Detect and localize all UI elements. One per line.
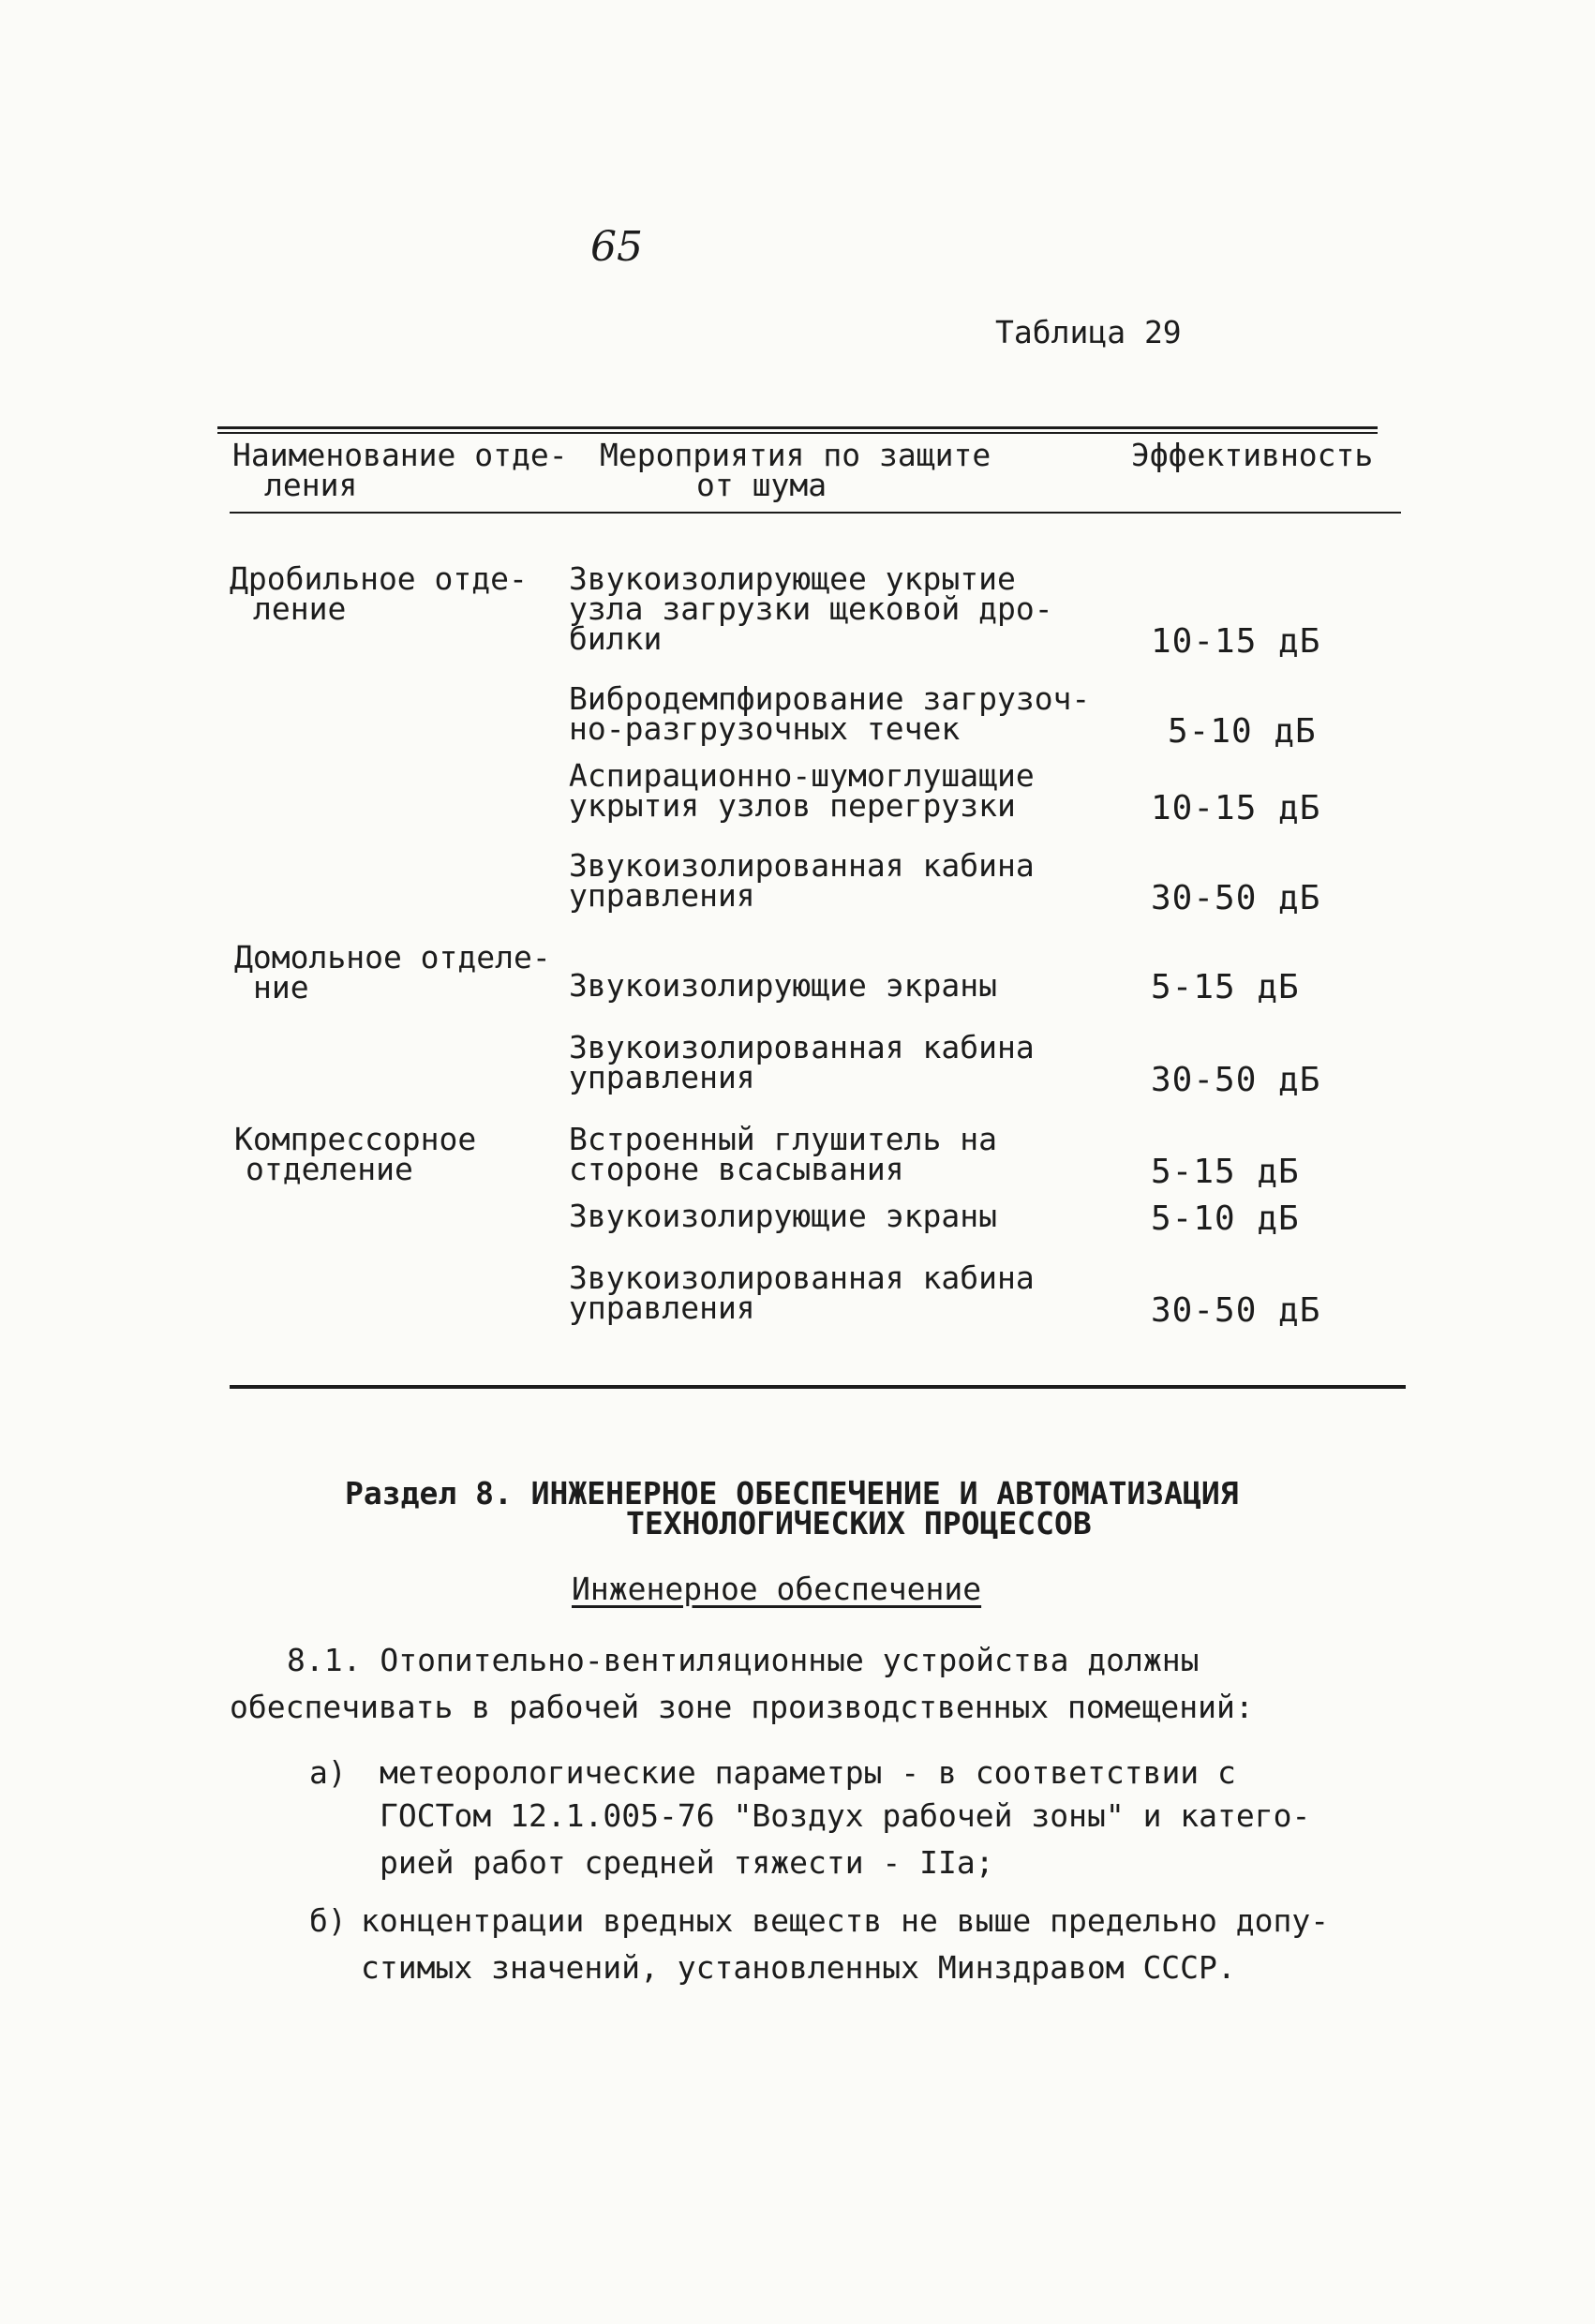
efficiency-9: 30-50 дБ [1151, 1291, 1321, 1330]
item-a-line2: ГОСТом 12.1.005-76 "Воздух рабочей зоны" и катего- [380, 1797, 1311, 1834]
dept-grinding-line1: Домольное отделе- [234, 939, 551, 976]
measure-6-line1: Звукоизолированная кабина [569, 1029, 1035, 1065]
item-a-line1: метеорологические параметры - в соответствии с [380, 1754, 1236, 1791]
measure-4-line1: Звукоизолированная кабина [569, 847, 1035, 884]
item-b-line1: концентрации вредных веществ не выше предельно допу- [361, 1902, 1330, 1939]
measure-1-line3: билки [569, 620, 663, 657]
para-8-1-line1: 8.1. Отопительно-вентиляционные устройства должны [287, 1642, 1200, 1678]
table-top-rule-2 [217, 432, 1378, 434]
dept-crushing-line2: ление [253, 590, 347, 627]
item-a-marker: а) [309, 1754, 347, 1791]
measure-7-line1: Встроенный глушитель на [569, 1121, 997, 1157]
section-title-line1: Раздел 8. ИНЖЕНЕРНОЕ ОБЕСПЕЧЕНИЕ И АВТОМАТИЗАЦИЯ [345, 1475, 1239, 1512]
measure-7-line2: стороне всасывания [569, 1151, 904, 1187]
measure-4-line2: управления [569, 877, 755, 914]
header-measures-line1: Мероприятия по защите [600, 437, 991, 473]
header-department-line1: Наименование отде- [232, 437, 568, 473]
header-rule [230, 512, 1401, 514]
measure-8-line1: Звукоизолирующие экраны [569, 1198, 997, 1234]
page-number: 65 [590, 223, 643, 271]
efficiency-3: 10-15 дБ [1151, 789, 1321, 827]
dept-compressor-line1: Компрессорное [234, 1121, 477, 1157]
efficiency-4: 30-50 дБ [1151, 879, 1321, 917]
para-8-1-line2: обеспечивать в рабочей зоне производственных помещений: [230, 1689, 1254, 1725]
table-caption: Таблица 29 [995, 314, 1182, 350]
measure-3-line1: Аспирационно-шумоглушащие [569, 757, 1035, 794]
measure-9-line1: Звукоизолированная кабина [569, 1259, 1035, 1296]
measure-9-line2: управления [569, 1289, 755, 1326]
item-a-line3: рией работ средней тяжести - IIа; [380, 1844, 994, 1881]
header-efficiency: Эффективность [1131, 437, 1374, 473]
efficiency-8: 5-10 дБ [1151, 1199, 1300, 1238]
measure-5-line1: Звукоизолирующие экраны [569, 967, 997, 1004]
item-b-line2: стимых значений, установленных Минздравом СССР. [361, 1949, 1236, 1986]
measure-2-line2: но-разгрузочных течек [569, 710, 961, 747]
efficiency-1: 10-15 дБ [1151, 622, 1321, 661]
efficiency-7: 5-15 дБ [1151, 1153, 1300, 1191]
header-department-line2: ления [264, 467, 358, 503]
measure-1-line2: узла загрузки щековой дро- [569, 590, 1053, 627]
measure-6-line2: управления [569, 1059, 755, 1095]
section-title-line2: ТЕХНОЛОГИЧЕСКИХ ПРОЦЕССОВ [626, 1505, 1092, 1542]
item-b-marker: б) [309, 1902, 347, 1939]
dept-grinding-line2: ние [253, 969, 309, 1006]
header-measures-line2: от шума [696, 467, 827, 503]
efficiency-2: 5-10 дБ [1168, 712, 1317, 751]
table-bottom-rule [230, 1385, 1406, 1389]
measure-2-line1: Вибродемпфирование загрузоч- [569, 680, 1091, 717]
measure-1-line1: Звукоизолирующее укрытие [569, 560, 1016, 597]
table-top-rule [217, 426, 1378, 429]
dept-crushing-line1: Дробильное отде- [230, 560, 528, 597]
efficiency-5: 5-15 дБ [1151, 968, 1300, 1006]
section-subtitle: Инженерное обеспечение [572, 1571, 982, 1607]
efficiency-6: 30-50 дБ [1151, 1061, 1321, 1099]
dept-compressor-line2: отделение [246, 1151, 413, 1187]
measure-3-line2: укрытия узлов перегрузки [569, 787, 1016, 824]
